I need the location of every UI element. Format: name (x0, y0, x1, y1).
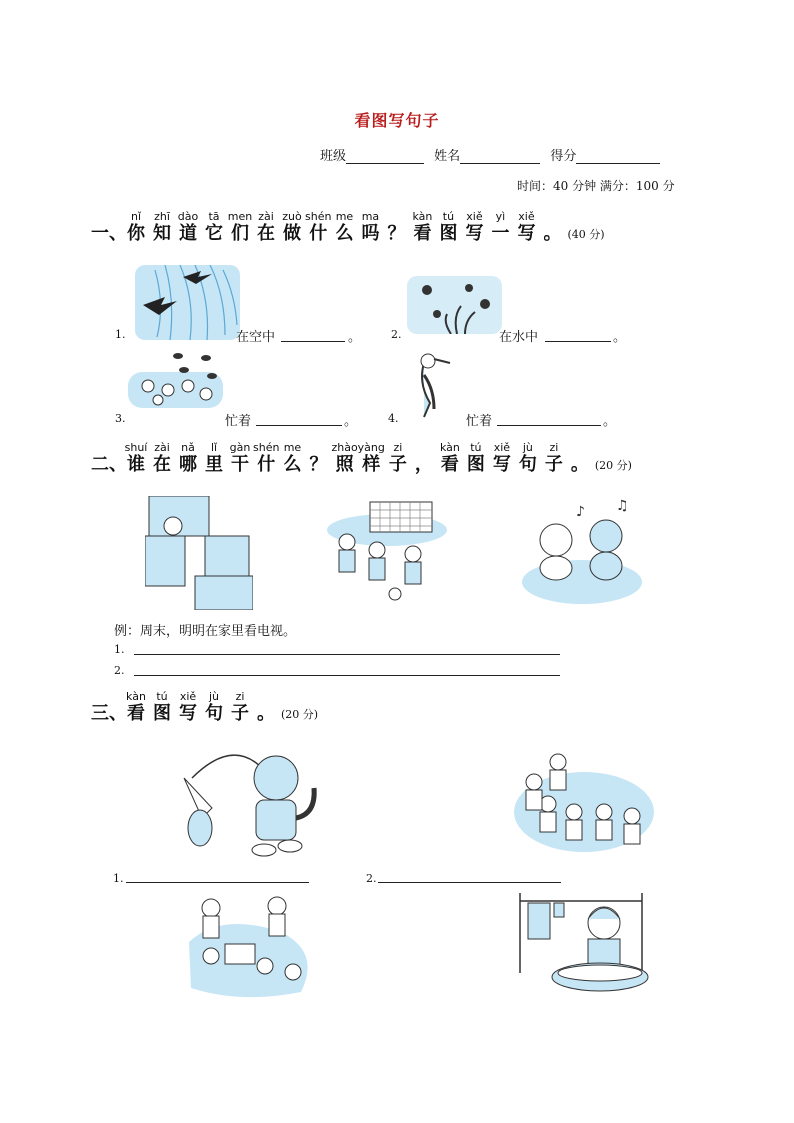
section-1-pinyin: xiě (466, 210, 483, 223)
section-1-points: (40 分) (567, 228, 605, 241)
section-1-hanzi: 图 (439, 223, 458, 244)
section-1-pinyin: tú (442, 210, 455, 223)
s3-answer-line-1[interactable] (126, 882, 309, 883)
section-1-hanzi: 什 (309, 223, 328, 244)
section-1-pinyin: xiě (518, 210, 535, 223)
section-2-hanzi: 么 (283, 454, 302, 475)
section-3-hanzi: 。 (257, 703, 275, 724)
section-2-hanzi: 哪 (179, 454, 197, 475)
section-2-hanzi: 看 (440, 454, 459, 475)
section-2-hanzi: 句 (518, 454, 537, 475)
section-1-hanzi: 写 (465, 223, 484, 244)
s3-line-1-number: 1. (113, 872, 124, 885)
section-1-pinyin: ma (361, 210, 380, 223)
section-3-char (253, 690, 279, 725)
section-1-char (513, 210, 539, 245)
section-1-char (383, 210, 409, 245)
section-1-char (331, 210, 357, 245)
section-2-points: (20 分) (594, 459, 632, 472)
item-2-answer-line[interactable] (545, 341, 611, 342)
section-2-pinyin: zi (549, 441, 559, 454)
section-2-pinyin: me (283, 441, 302, 454)
section-1-pinyin: dào (177, 210, 199, 223)
section-3-hanzi: 句 (205, 703, 223, 724)
section-3-pinyin: jù (208, 690, 220, 703)
frogs-singing-picture (520, 496, 643, 610)
kids-playing-soccer-picture (325, 500, 448, 604)
item-4-end: 。 (603, 414, 617, 429)
section-2-hanzi: 子 (388, 454, 407, 475)
section-1-char (175, 210, 201, 245)
section-1-hanzi: 吗 (361, 223, 380, 244)
section-2-char (175, 441, 201, 476)
section-1-hanzi: 。 (543, 223, 562, 244)
svg-text:♫: ♫ (616, 498, 629, 514)
s2-answer-line-1[interactable] (134, 654, 560, 655)
s3-line-2-number: 2. (366, 872, 377, 885)
section-1-pinyin: nǐ (130, 210, 142, 223)
section-2-pinyin: zhào (331, 441, 358, 454)
section-1-pinyin: shén (305, 210, 332, 223)
section-3-heading (87, 690, 318, 725)
section-3-hanzi: 子 (231, 703, 249, 724)
section-1-hanzi: 看 (413, 223, 432, 244)
section-2-hanzi: 。 (570, 454, 589, 475)
section-2-char (567, 441, 593, 476)
section-2-hanzi: 干 (231, 454, 249, 475)
section-3-pinyin: zi (235, 690, 245, 703)
class-field[interactable] (346, 163, 424, 164)
section-2-pinyin: xiě (493, 441, 511, 454)
section-1-hanzi: 一、你 (91, 223, 145, 244)
section-1-char (87, 210, 149, 245)
section-1-hanzi: 写 (517, 223, 536, 244)
section-2-pinyin: lǐ (210, 441, 218, 454)
section-3-char (149, 690, 175, 725)
section-2-char (253, 441, 279, 476)
section-1-hanzi: 知 (153, 223, 171, 244)
section-3-hanzi: 写 (179, 703, 197, 724)
section-3-char (175, 690, 201, 725)
section-1-hanzi: ？ (387, 223, 406, 244)
section-2-char (331, 441, 357, 476)
section-2-char (358, 441, 385, 476)
section-1-pinyin: kàn (412, 210, 433, 223)
section-1-char (253, 210, 279, 245)
section-2-pinyin: zi (393, 441, 403, 454)
name-label: 姓名 (434, 149, 461, 164)
section-2-char (305, 441, 331, 476)
item-3-end: 。 (344, 414, 358, 429)
section-1-hanzi: 一 (491, 223, 510, 244)
section-3-pinyin: tú (156, 690, 168, 703)
section-2-char (385, 441, 411, 476)
s2-line-1-number: 1. (114, 643, 125, 656)
section-1-char (201, 210, 227, 245)
section-2-heading (87, 441, 632, 476)
section-3-pinyin: xiě (179, 690, 197, 703)
cat-fishing-picture (172, 748, 324, 860)
item-2-end: 。 (613, 330, 627, 345)
section-1-pinyin: me (335, 210, 354, 223)
section-1-char (357, 210, 383, 245)
section-2-hanzi: 照 (335, 454, 354, 475)
section-1-char (149, 210, 175, 245)
item-4-number: 4. (388, 412, 399, 425)
section-1-pinyin: men (227, 210, 253, 223)
section-2-hanzi: 图 (466, 454, 485, 475)
section-1-hanzi: 们 (231, 223, 249, 244)
section-1-hanzi: 在 (257, 223, 275, 244)
section-2-char (515, 441, 541, 476)
boy-watching-tv-picture (145, 496, 253, 610)
section-1-hanzi: 它 (205, 223, 223, 244)
section-2-char (437, 441, 463, 476)
item-3-answer-line[interactable] (256, 425, 342, 426)
section-1-pinyin: zài (258, 210, 274, 223)
item-1-answer-line[interactable] (281, 341, 345, 342)
section-2-char (541, 441, 567, 476)
section-3-char (201, 690, 227, 725)
s2-answer-line-2[interactable] (134, 675, 560, 676)
bees-flowers-picture (128, 350, 223, 408)
section-1-heading (87, 210, 605, 245)
svg-text:♪: ♪ (576, 504, 585, 520)
section-2-char (489, 441, 515, 476)
section-2-char (201, 441, 227, 476)
section-3-hanzi: 三、看 (91, 703, 145, 724)
section-1-pinyin: yì (495, 210, 506, 223)
name-field[interactable] (460, 163, 540, 164)
section-1-pinyin: zuò (282, 210, 302, 223)
section-1-pinyin: zhī (154, 210, 170, 223)
section-1-char (487, 210, 513, 245)
section-2-char (87, 441, 149, 476)
section-1-char (461, 210, 487, 245)
section-2-hanzi: 什 (257, 454, 276, 475)
section-3-pinyin: kàn (126, 690, 146, 703)
section-1-hanzi: 么 (335, 223, 354, 244)
section-2-hanzi: 里 (205, 454, 223, 475)
section-2-hanzi: 写 (492, 454, 511, 475)
section-1-char (539, 210, 565, 245)
section-3-char (227, 690, 253, 725)
item-2-text: 在水中 (499, 330, 539, 345)
time-info: 时间：40 分钟 满分：100 分 (517, 179, 675, 193)
section-2-hanzi: 子 (544, 454, 563, 475)
section-3-char (87, 690, 149, 725)
section-2-pinyin: jù (522, 441, 533, 454)
item-2-number: 2. (391, 328, 402, 341)
children-playing-snow-picture (512, 742, 657, 854)
example-sentence: 例：周末，明明在家里看电视。 (114, 624, 297, 639)
section-2-pinyin: kàn (439, 441, 460, 454)
item-3-text: 忙着 (225, 414, 252, 429)
item-1-number: 1. (115, 328, 126, 341)
section-2-pinyin: tú (470, 441, 482, 454)
s2-line-2-number: 2. (114, 664, 125, 677)
item-3-number: 3. (115, 412, 126, 425)
section-2-hanzi: 二、谁 (91, 454, 145, 475)
section-1-char (409, 210, 435, 245)
section-2-pinyin: yàng (357, 441, 385, 454)
section-2-pinyin: gàn (229, 441, 251, 454)
section-1-pinyin: tā (208, 210, 220, 223)
section-1-char (227, 210, 253, 245)
goldfish-picture (407, 276, 502, 334)
score-field[interactable] (576, 163, 660, 164)
section-3-points: (20 分) (281, 708, 319, 721)
section-2-char (227, 441, 253, 476)
page-title: 看图写句子 (354, 111, 440, 130)
section-2-pinyin: zài (154, 441, 170, 454)
section-2-pinyin: nǎ (181, 441, 195, 454)
section-1-char (279, 210, 305, 245)
section-2-hanzi: ， (414, 454, 433, 475)
section-1-hanzi: 道 (179, 223, 197, 244)
swallows-willow-picture (135, 265, 240, 340)
section-2-hanzi: 在 (153, 454, 171, 475)
section-1-char (435, 210, 461, 245)
section-1-hanzi: 做 (283, 223, 301, 244)
section-2-pinyin: shuí (124, 441, 148, 454)
section-2-hanzi: 样 (362, 454, 381, 475)
section-2-char (463, 441, 489, 476)
section-3-hanzi: 图 (153, 703, 171, 724)
section-2-pinyin: shén (253, 441, 280, 454)
woodpecker-picture (410, 349, 452, 419)
section-2-char (411, 441, 437, 476)
girl-washing-clothes-picture (512, 893, 657, 999)
item-4-answer-line[interactable] (497, 425, 601, 426)
class-label: 班级 (320, 149, 347, 164)
section-2-char (149, 441, 175, 476)
score-label: 得分 (550, 149, 577, 164)
item-1-text: 在空中 (236, 330, 276, 345)
student-info-row (320, 145, 660, 164)
section-2-hanzi: ？ (309, 454, 328, 475)
section-1-char (305, 210, 331, 245)
s3-answer-line-2[interactable] (378, 882, 561, 883)
item-4-text: 忙着 (466, 414, 493, 429)
item-1-end: 。 (348, 330, 362, 345)
section-2-char (279, 441, 305, 476)
children-picnic-picture (181, 892, 321, 1002)
